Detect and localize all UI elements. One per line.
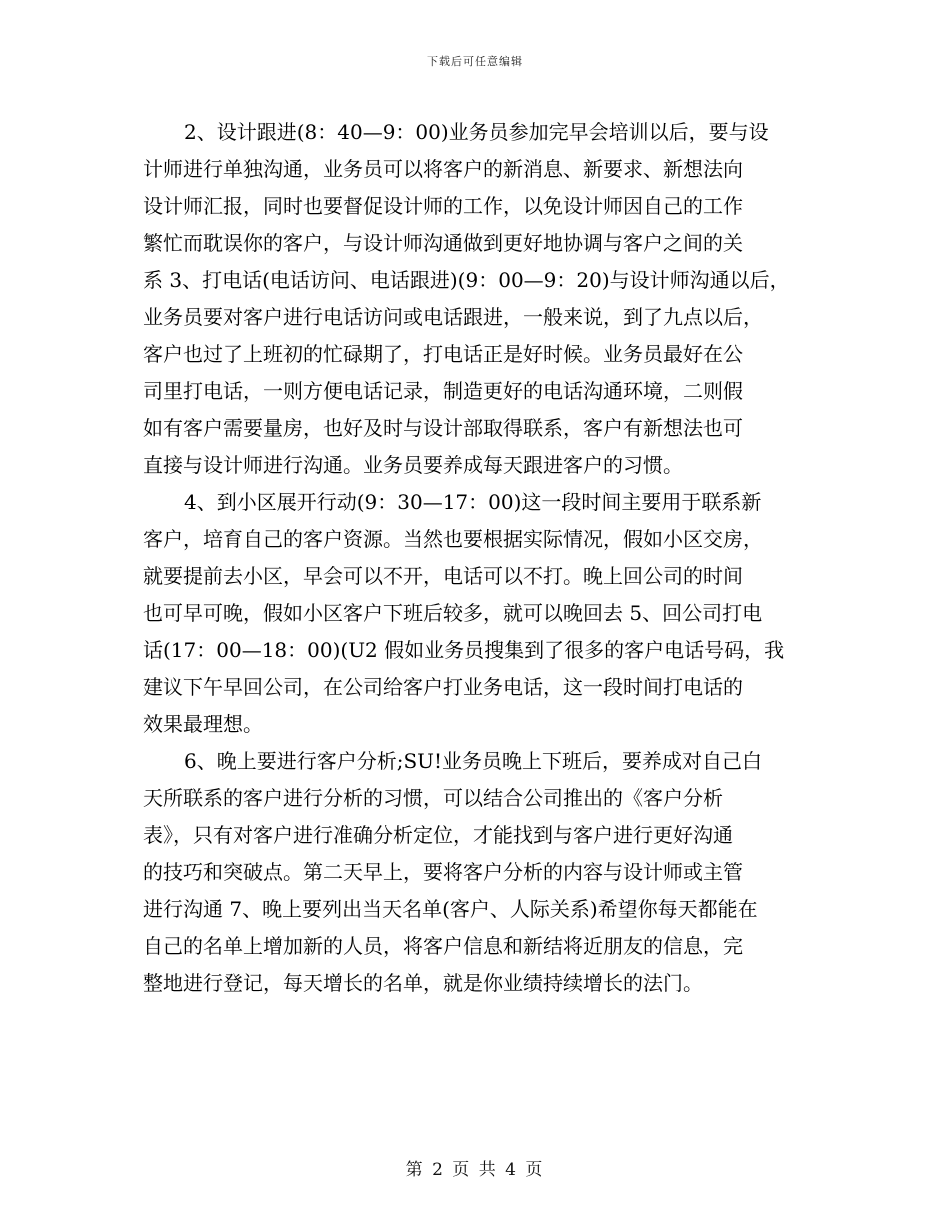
paragraph-line: 话(17：00—18：00)(U2 假如业务员搜集到了很多的客户电话号码，我 — [143, 638, 785, 662]
paragraph-line: 也可早可晚，假如小区客户下班后较多，就可以晚回去 5、回公司打电 — [143, 601, 763, 625]
paragraph-line: 繁忙而耽误你的客户，与设计师沟通做到更好地协调与客户之间的关 — [143, 231, 743, 255]
paragraph-line: 进行沟通 7、晚上要列出当天名单(客户、人际关系)希望你每天都能在 — [143, 897, 758, 921]
paragraph-line: 4、到小区展开行动(9：30—17：00)这一段时间主要用于联系新 — [184, 490, 762, 514]
paragraph-line: 司里打电话，一则方便电话记录，制造更好的电话沟通环境，二则假 — [143, 379, 743, 403]
paragraph-line: 计师进行单独沟通，业务员可以将客户的新消息、新要求、新想法向 — [143, 157, 743, 181]
paragraph-line: 建议下午早回公司，在公司给客户打业务电话，这一段时间打电话的 — [143, 675, 743, 699]
paragraph-line: 自己的名单上增加新的人员，将客户信息和新结将近朋友的信息，完 — [143, 934, 743, 958]
paragraph-line: 设计师汇报，同时也要督促设计师的工作，以免设计师因自己的工作 — [143, 194, 743, 218]
paragraph-line: 的技巧和突破点。第二天早上，要将客户分析的内容与设计师或主管 — [143, 860, 743, 884]
paragraph-line: 系 3、打电话(电话访问、电话跟进)(9：00—9：20)与设计师沟通以后， — [143, 268, 790, 292]
paragraph-line: 直接与设计师进行沟通。业务员要养成每天跟进客户的习惯。 — [143, 453, 683, 477]
page-number: 第 2 页 共 4 页 — [405, 1160, 545, 1180]
paragraph-line: 客户也过了上班初的忙碌期了，打电话正是好时候。业务员最好在公 — [143, 342, 743, 366]
paragraph-line: 客户，培育自己的客户资源。当然也要根据实际情况，假如小区交房， — [143, 527, 763, 551]
paragraph-line: 天所联系的客户进行分析的习惯，可以结合公司推出的《客户分析 — [143, 786, 723, 810]
paragraph-line: 效果最理想。 — [143, 712, 263, 736]
document-body — [143, 114, 827, 1002]
paragraph-line: 就要提前去小区，早会可以不开，电话可以不打。晚上回公司的时间 — [143, 564, 743, 588]
paragraph-line: 业务员要对客户进行电话访问或电话跟进，一般来说，到了九点以后， — [143, 305, 763, 329]
paragraph-line: 如有客户需要量房，也好及时与设计部取得联系，客户有新想法也可 — [143, 416, 743, 440]
paragraph-line: 表》，只有对客户进行准确分析定位，才能找到与客户进行更好沟通 — [143, 823, 733, 847]
paragraph-line: 整地进行登记，每天增长的名单，就是你业绩持续增长的法门。 — [143, 971, 703, 995]
page-header: 下载后可任意编辑 — [427, 55, 523, 68]
paragraph-line: 2、设计跟进(8：40—9：00)业务员参加完早会培训以后，要与设 — [184, 120, 769, 144]
paragraph-line: 6、晚上要进行客户分析;SU!业务员晚上下班后，要养成对自己白 — [184, 749, 763, 773]
